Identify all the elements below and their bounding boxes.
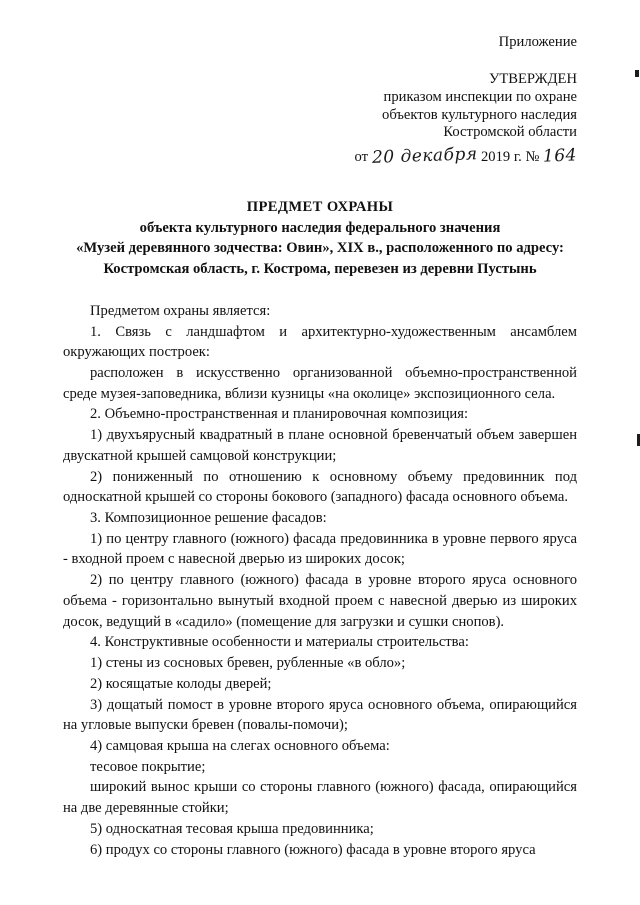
body-paragraph: 2) пониженный по отношению к основному объему предовинник под односкатной крышей со стороны бокового (западного) фасада основного объема. xyxy=(63,468,577,506)
approval-line: Костромской области xyxy=(443,124,577,141)
body-paragraph: 2) по центру главного (южного) фасада в уровне второго яруса основного объема - горизонтально вынутый входной проем с навесной дверью из широких досок, ведущий в «садило» (помещение для загрузки и сушки снопов). xyxy=(63,572,577,630)
body-paragraph: Предметом охраны является: xyxy=(90,302,271,319)
handwritten-date: 20 декабря xyxy=(371,144,478,169)
body-paragraph: 1. Связь с ландшафтом и архитектурно-художественным ансамблем окружающих построек: xyxy=(63,323,577,361)
approval-date-line xyxy=(63,146,577,167)
approval-block xyxy=(63,71,577,167)
scan-artifact xyxy=(635,70,639,77)
approval-line: объектов культурного наследия xyxy=(382,106,577,123)
date-prefix: от xyxy=(354,149,368,166)
subtitle-line: объекта культурного наследия федерального значения xyxy=(139,219,501,236)
body-paragraph: 3) дощатый помост в уровне второго яруса основного объема, опирающийся на угловые выпуски бревен (повалы-помочи); xyxy=(63,696,577,734)
body-paragraph: 4. Конструктивные особенности и материалы строительства: xyxy=(90,634,469,651)
body-paragraph: 6) продух со стороны главного (южного) фасада в уровне второго яруса xyxy=(90,841,536,858)
annex-label: Приложение xyxy=(498,34,577,50)
body-paragraph: расположен в искусственно организованной объемно-пространственной среде музея-заповедника, вблизи кузницы «на околице» экспозиционного села. xyxy=(63,365,577,402)
date-middle: 2019 г. № xyxy=(480,149,540,166)
body-paragraph: 3. Композиционное решение фасадов: xyxy=(90,510,327,527)
subtitle-line: «Музей деревянного зодчества: Овин», XIX в., расположенного по адресу: xyxy=(76,240,564,257)
body-paragraph: 5) односкатная тесовая крыша предовинника; xyxy=(90,820,374,837)
body-paragraph: 1) по центру главного (южного) фасада предовинника в уровне первого яруса - входной проем с навесной дверью из широких досок; xyxy=(63,530,577,568)
body-paragraph: широкий вынос крыши со стороны главного (южного) фасада, опирающийся на две деревянные стойки; xyxy=(63,779,577,817)
approval-line: приказом инспекции по охране xyxy=(383,88,577,105)
approval-line: УТВЕРЖДЕН xyxy=(489,71,577,87)
body-paragraph: 1) стены из сосновых бревен, рубленные «в обло»; xyxy=(90,655,406,672)
document-title: ПРЕДМЕТ ОХРАНЫ xyxy=(246,198,394,215)
body-paragraph: 4) самцовая крыша на слегах основного объема: xyxy=(90,737,390,754)
body-paragraph: 1) двухъярусный квадратный в плане основной бревенчатый объем завершен двускатной крышей самцовой конструкции; xyxy=(63,427,577,464)
title-block xyxy=(63,197,577,280)
subtitle-line: Костромская область, г. Кострома, перевезен из деревни Пустынь xyxy=(103,261,537,278)
body-paragraph: тесовое покрытие; xyxy=(90,758,206,775)
body-paragraph: 2. Объемно-пространственная и планировочная композиция: xyxy=(90,406,469,423)
document-body xyxy=(63,301,577,860)
body-paragraph: 2) косящатые колоды дверей; xyxy=(90,675,272,692)
handwritten-number: 164 xyxy=(542,145,578,167)
